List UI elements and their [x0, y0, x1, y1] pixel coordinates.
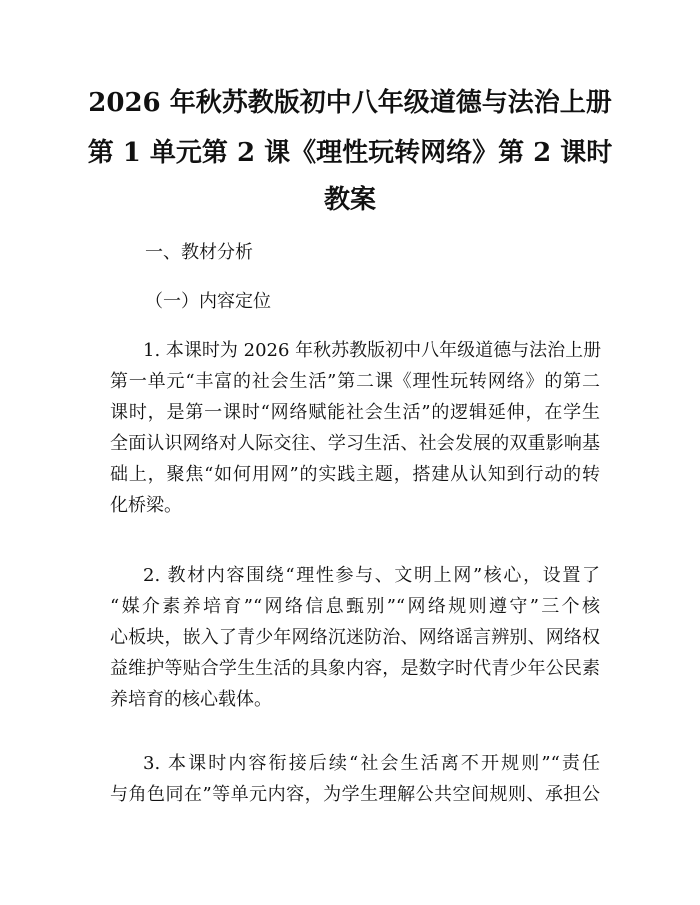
- paragraph-1-line: 课时，是第一课时“网络赋能社会生活”的逻辑延伸，在学生: [110, 402, 600, 423]
- paragraph-1-line: 1. 本课时为 2026 年秋苏教版初中八年级道德与法治上册: [143, 340, 602, 361]
- paragraph-2-line: 养培育的核心载体。: [110, 689, 272, 710]
- paragraph-2-line: 益维护等贴合学生生活的具象内容，是数字时代青少年公民素: [110, 658, 600, 679]
- paragraph-3-line: 3. 本课时内容衔接后续“社会生活离不开规则”“责任: [143, 753, 600, 774]
- subsection-heading: （一）内容定位: [145, 291, 271, 312]
- document-title-line-1: 2026 年秋苏教版初中八年级道德与法治上册: [88, 88, 612, 118]
- paragraph-1-line: 全面认识网络对人际交往、学习生活、社会发展的双重影响基: [110, 433, 600, 454]
- paragraph-3-line: 与角色同在”等单元内容，为学生理解公共空间规则、承担公: [110, 784, 600, 805]
- paragraph-2-line: 心板块，嵌入了青少年网络沉迷防治、网络谣言辨别、网络权: [110, 627, 600, 648]
- paragraph-1-line: 础上，聚焦“如何用网”的实践主题，搭建从认知到行动的转: [110, 464, 600, 485]
- paragraph-2-line: “媒介素养培育”“网络信息甄别”“网络规则遵守”三个核: [110, 596, 600, 617]
- paragraph-1-line: 第一单元“丰富的社会生活”第二课《理性玩转网络》的第二: [110, 371, 600, 392]
- paragraph-1-line: 化桥梁。: [110, 495, 182, 516]
- document-title-line-3: 教案: [323, 185, 376, 215]
- section-heading: 一、教材分析: [145, 242, 253, 263]
- paragraph-2-line: 2. 教材内容围绕“理性参与、文明上网”核心，设置了: [143, 565, 600, 586]
- document-title-line-2: 第 1 单元第 2 课《理性玩转网络》第 2 课时: [87, 138, 613, 168]
